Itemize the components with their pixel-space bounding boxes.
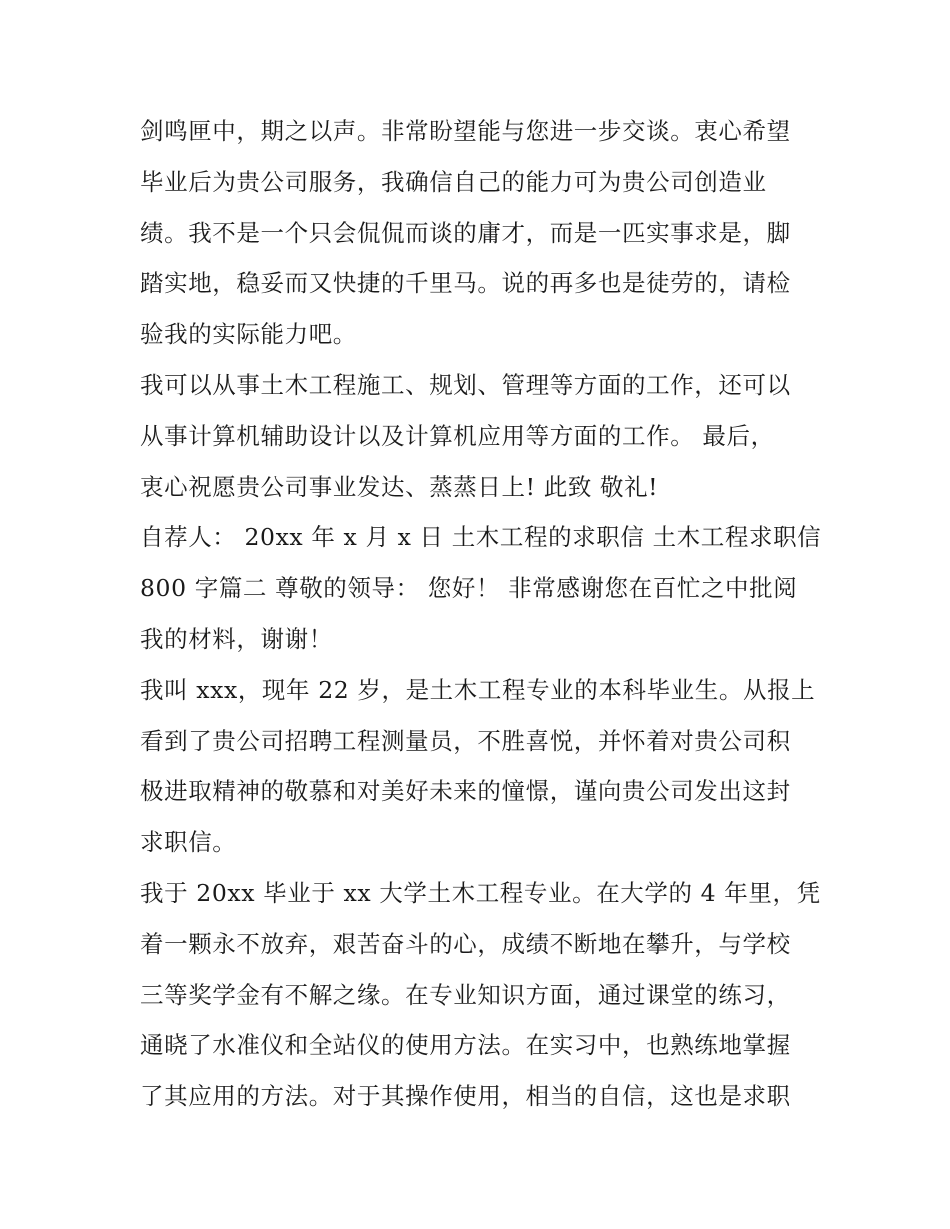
text-line: 从事计算机辅助设计以及计算机应用等方面的工作。 最后， (140, 421, 775, 450)
text-line: 我叫 xxx，现年 22 岁，是土木工程专业的本科毕业生。从报上 (140, 675, 816, 704)
text-line: 了其应用的方法。对于其操作使用，相当的自信，这也是求职 (140, 1082, 791, 1111)
document-body (140, 106, 820, 1122)
text-line: 我于 20xx 毕业于 xx 大学土木工程专业。在大学的 4 年里，凭 (140, 878, 821, 907)
text-line: 绩。我不是一个只会侃侃而谈的庸才，而是一匹实事求是，脚 (140, 218, 791, 247)
text-line: 自荐人： 20xx 年 x 月 x 日 土木工程的求职信 土木工程求职信 (140, 523, 822, 552)
text-line: 极进取精神的敬慕和对美好未来的憧憬，谨向贵公司发出这封 (140, 777, 791, 806)
text-line: 我的材料，谢谢！ (140, 624, 333, 653)
text-line: 毕业后为贵公司服务，我确信自己的能力可为贵公司创造业 (140, 167, 767, 196)
text-line: 800 字篇二 尊敬的领导： 您好！ 非常感谢您在百忙之中批阅 (140, 574, 798, 603)
text-line: 验我的实际能力吧。 (140, 320, 357, 349)
text-line: 剑鸣匣中，期之以声。非常盼望能与您进一步交谈。衷心希望 (140, 117, 791, 145)
text-line: 通晓了水准仪和全站仪的使用方法。在实习中，也熟练地掌握 (140, 1031, 791, 1060)
text-line: 我可以从事土木工程施工、规划、管理等方面的工作，还可以 (140, 370, 791, 399)
text-line: 三等奖学金有不解之缘。在专业知识方面，通过课堂的练习， (140, 980, 791, 1009)
text-line: 看到了贵公司招聘工程测量员，不胜喜悦，并怀着对贵公司积 (140, 726, 791, 755)
text-line: 求职信。 (140, 828, 237, 857)
text-line: 着一颗永不放弃，艰苦奋斗的心，成绩不断地在攀升，与学校 (140, 929, 791, 958)
text-line: 衷心祝愿贵公司事业发达、蒸蒸日上! 此致 敬礼! (140, 472, 659, 501)
text-line: 踏实地，稳妥而又快捷的千里马。说的再多也是徒劳的，请检 (140, 269, 791, 298)
